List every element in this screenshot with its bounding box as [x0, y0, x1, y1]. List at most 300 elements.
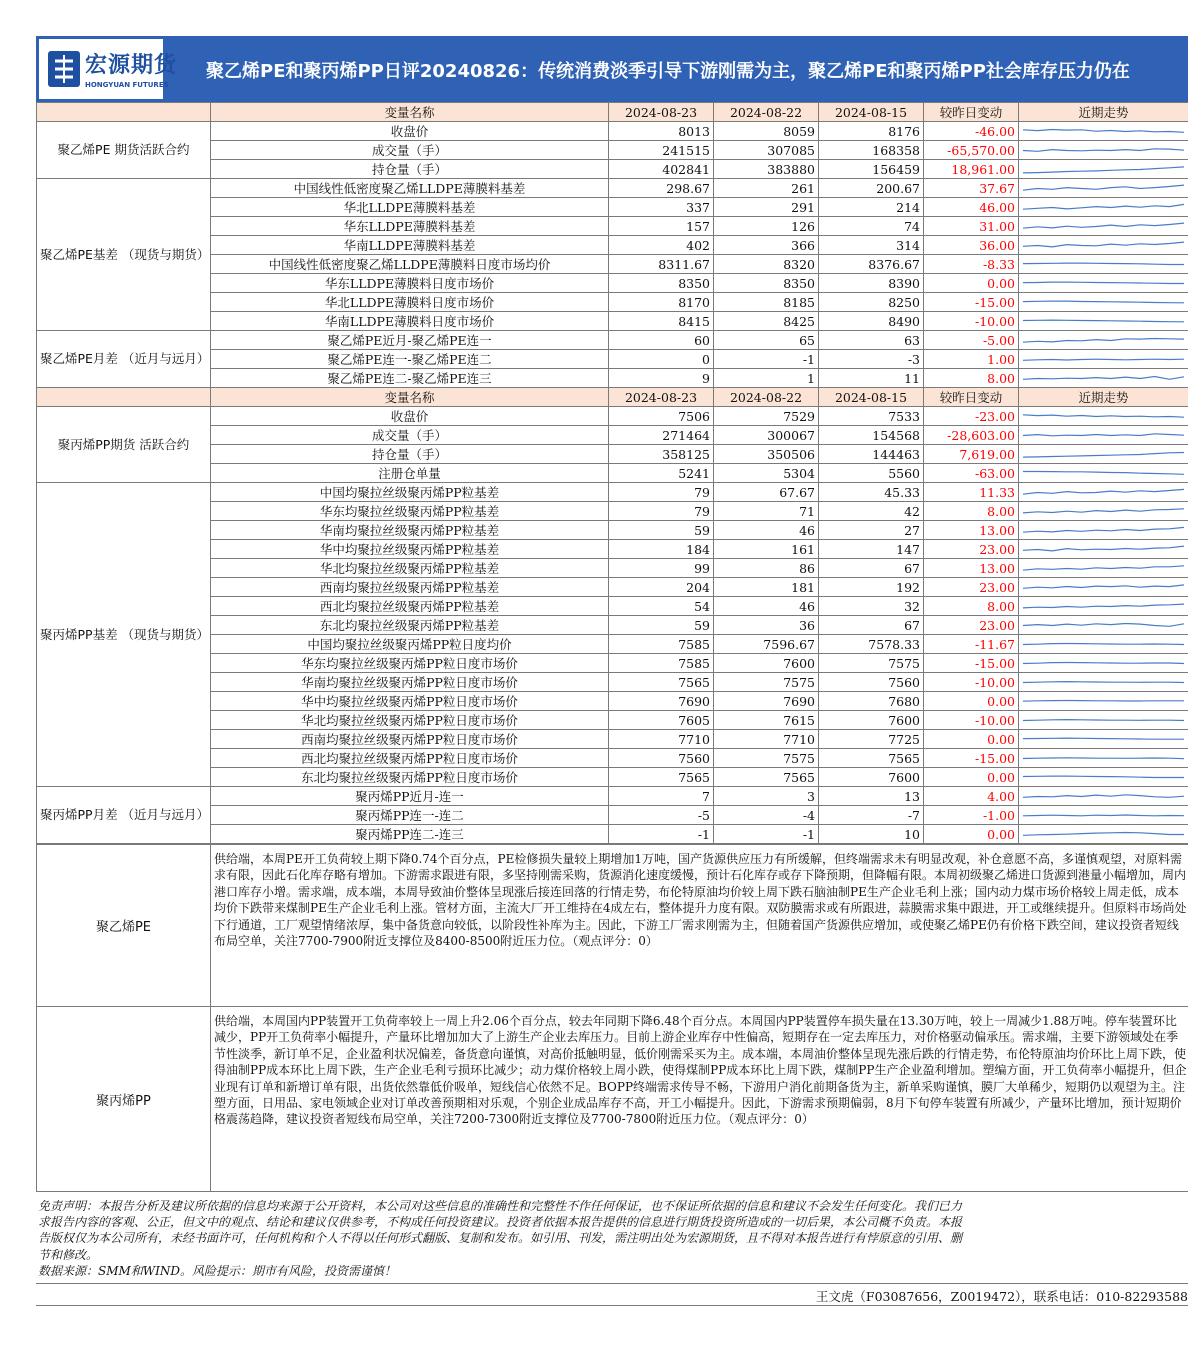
- value-2024-08-22: 7596.67: [714, 635, 819, 654]
- sparkline-series: [1023, 489, 1184, 494]
- sparkline-chart: [1019, 427, 1188, 444]
- header-cell: 较昨日变动: [924, 388, 1019, 407]
- value-2024-08-23: 60: [609, 331, 714, 350]
- daily-change: 0.00: [924, 768, 1019, 787]
- variable-name: 华北均聚拉丝级聚丙烯PP粒日度市场价: [211, 711, 609, 730]
- sparkline-series: [1023, 643, 1184, 644]
- table-row: [37, 122, 1188, 141]
- sparkline-cell: [1019, 160, 1188, 179]
- variable-name: 中国均聚拉丝级聚丙烯PP粒基差: [211, 483, 609, 502]
- sparkline-chart: [1019, 275, 1188, 292]
- commentary-label: 聚乙烯PE: [37, 845, 211, 1007]
- sparkline-chart: [1019, 351, 1188, 368]
- sparkline-series: [1023, 794, 1184, 797]
- header-cell: 较昨日变动: [924, 103, 1019, 122]
- value-2024-08-15: 7578.33: [819, 635, 924, 654]
- value-2024-08-23: 337: [609, 198, 714, 217]
- sparkline-cell: [1019, 806, 1188, 825]
- header-row: [37, 388, 1188, 407]
- header-cell: 2024-08-15: [819, 388, 924, 407]
- value-2024-08-22: 46: [714, 521, 819, 540]
- disclaimer-line: 告版权仅为本公司所有，未经书面许可，任何机构和个人不得以任何形式翻版、复制和发布。如引用、刊发，需注明出处为宏源期货，且不得对本报告进行有悖原意的引用、删: [38, 1231, 963, 1246]
- sparkline-series: [1023, 662, 1184, 663]
- group-label: 聚乙烯PE月差 （近月与远月）: [37, 331, 211, 388]
- data-table: [36, 102, 1188, 844]
- daily-change: 0.00: [924, 825, 1019, 844]
- sparkline-chart: [1019, 598, 1188, 615]
- header-cell: 2024-08-23: [609, 388, 714, 407]
- value-2024-08-23: 157: [609, 217, 714, 236]
- value-2024-08-15: 7680: [819, 692, 924, 711]
- disclaimer: [36, 1192, 1188, 1284]
- variable-name: 西南均聚拉丝级聚丙烯PP粒基差: [211, 578, 609, 597]
- header-cell: 2024-08-15: [819, 103, 924, 122]
- header-cell: 变量名称: [211, 103, 609, 122]
- value-2024-08-23: 402: [609, 236, 714, 255]
- sparkline-series: [1023, 565, 1184, 569]
- value-2024-08-15: 314: [819, 236, 924, 255]
- commentary-row-pe: [37, 845, 1188, 1007]
- value-2024-08-23: 7585: [609, 654, 714, 673]
- sparkline-chart: [1019, 541, 1188, 558]
- sparkline-series: [1023, 148, 1184, 151]
- value-2024-08-22: 181: [714, 578, 819, 597]
- daily-change: 1.00: [924, 350, 1019, 369]
- value-2024-08-22: 7565: [714, 768, 819, 787]
- daily-change: 23.00: [924, 616, 1019, 635]
- analyst-contact: 王文虎（F03087656，Z0019472），联系电话：010-82293588: [36, 1284, 1188, 1306]
- variable-name: 华南均聚拉丝级聚丙烯PP粒日度市场价: [211, 673, 609, 692]
- value-2024-08-22: 161: [714, 540, 819, 559]
- daily-change: -11.67: [924, 635, 1019, 654]
- company-logo: [39, 39, 178, 99]
- variable-name: 聚丙烯PP连一-连二: [211, 806, 609, 825]
- value-2024-08-22: 366: [714, 236, 819, 255]
- value-2024-08-15: 10: [819, 825, 924, 844]
- value-2024-08-15: 67: [819, 616, 924, 635]
- sparkline-chart: [1019, 674, 1188, 691]
- sparkline-cell: [1019, 578, 1188, 597]
- value-2024-08-15: 200.67: [819, 179, 924, 198]
- sparkline-chart: [1019, 142, 1188, 159]
- sparkline-series: [1023, 433, 1184, 435]
- value-2024-08-15: 192: [819, 578, 924, 597]
- value-2024-08-23: 7585: [609, 635, 714, 654]
- commentary-text: 供给端，本周PE开工负荷较上期下降0.74个百分点，PE检修损失量较上期增加1万吨，国产货源供应压力有所缓解，但终端需求未有明显改观，补仓意愿不高，多谨慎观望，对原料需求有限，因此石化库存略有增加。下游需求跟进有限，多坚持刚需采购，货源消化速度缓慢，预计石化库存或存下降预期，但降幅有限。本周初级聚乙烯进口货源到港量小幅增加，周内港口库存小增。需求端，成本端，本周导致油价整体呈现涨后接连回落的行情走势，布伦特原油均价较上周下跌石脑油制PE生产企业毛利上涨；国内动力煤市场价格较上周走低，成本均价下跌带来煤制PE生产企业毛利上涨。管材方面，主流大厂开工维持在4成左右，整体提升力度有限。双防膜需求或有所跟进，蒜膜需求集中跟进，开工或继续提升。但原料市场尚处下行通道，工厂观望情绪浓厚，集中备货意向较低，以阶段性补库为主。因此，下游工厂需求刚需为主，但随着国产货源供应增加，或使聚乙烯PE仍有价格下跌空间，建议投资者短线布局空单，关注7700-7900附近支撑位及8400-8500附近压力位。（观点评分：0）: [211, 845, 1188, 1007]
- sparkline-chart: [1019, 712, 1188, 729]
- sparkline-chart: [1019, 465, 1188, 482]
- variable-name: 聚丙烯PP近月-连一: [211, 787, 609, 806]
- daily-change: -8.33: [924, 255, 1019, 274]
- daily-change: -10.00: [924, 673, 1019, 692]
- sparkline-cell: [1019, 521, 1188, 540]
- sparkline-cell: [1019, 122, 1188, 141]
- daily-change: -1.00: [924, 806, 1019, 825]
- sparkline-cell: [1019, 654, 1188, 673]
- sparkline-cell: [1019, 274, 1188, 293]
- sparkline-chart: [1019, 313, 1188, 330]
- variable-name: 华北LLDPE薄膜料基差: [211, 198, 609, 217]
- sparkline-chart: [1019, 807, 1188, 824]
- sparkline-series: [1023, 452, 1184, 457]
- value-2024-08-22: 7575: [714, 749, 819, 768]
- daily-change: -28,603.00: [924, 426, 1019, 445]
- table-row: [37, 179, 1188, 198]
- value-2024-08-15: 27: [819, 521, 924, 540]
- variable-name: 西北均聚拉丝级聚丙烯PP粒日度市场价: [211, 749, 609, 768]
- header-cell-blank: [37, 103, 211, 122]
- variable-name: 华南LLDPE薄膜料基差: [211, 236, 609, 255]
- header-cell: 近期走势: [1019, 388, 1188, 407]
- group-label: 聚丙烯PP基差 （现货与期货）: [37, 483, 211, 787]
- sparkline-series: [1023, 584, 1184, 587]
- value-2024-08-23: 7565: [609, 768, 714, 787]
- daily-change: -63.00: [924, 464, 1019, 483]
- daily-change: -23.00: [924, 407, 1019, 426]
- daily-change: 23.00: [924, 540, 1019, 559]
- sparkline-cell: [1019, 787, 1188, 806]
- value-2024-08-23: -1: [609, 825, 714, 844]
- value-2024-08-23: 8013: [609, 122, 714, 141]
- value-2024-08-23: 402841: [609, 160, 714, 179]
- value-2024-08-23: 358125: [609, 445, 714, 464]
- value-2024-08-15: 74: [819, 217, 924, 236]
- sparkline-chart: [1019, 332, 1188, 349]
- sparkline-series: [1023, 301, 1184, 303]
- value-2024-08-22: -4: [714, 806, 819, 825]
- sparkline-chart: [1019, 180, 1188, 197]
- variable-name: 华东均聚拉丝级聚丙烯PP粒日度市场价: [211, 654, 609, 673]
- sparkline-series: [1023, 623, 1184, 626]
- value-2024-08-22: 86: [714, 559, 819, 578]
- variable-name: 中国线性低密度聚乙烯LLDPE薄膜料基差: [211, 179, 609, 198]
- sparkline-cell: [1019, 141, 1188, 160]
- sparkline-series: [1023, 242, 1184, 247]
- sparkline-cell: [1019, 540, 1188, 559]
- group-label: 聚丙烯PP期货 活跃合约: [37, 407, 211, 483]
- sparkline-chart: [1019, 123, 1188, 140]
- sparkline-chart: [1019, 218, 1188, 235]
- value-2024-08-22: 7600: [714, 654, 819, 673]
- variable-name: 中国均聚拉丝级聚丙烯PP粒日度均价: [211, 635, 609, 654]
- value-2024-08-15: -7: [819, 806, 924, 825]
- value-2024-08-22: 291: [714, 198, 819, 217]
- header-cell-blank: [37, 388, 211, 407]
- value-2024-08-15: 7560: [819, 673, 924, 692]
- sparkline-series: [1023, 185, 1184, 190]
- sparkline-series: [1023, 359, 1184, 360]
- value-2024-08-22: 126: [714, 217, 819, 236]
- value-2024-08-23: 8415: [609, 312, 714, 331]
- value-2024-08-22: 65: [714, 331, 819, 350]
- value-2024-08-23: 54: [609, 597, 714, 616]
- group-label: 聚乙烯PE 期货活跃合约: [37, 122, 211, 179]
- value-2024-08-23: 79: [609, 502, 714, 521]
- value-2024-08-23: 59: [609, 616, 714, 635]
- value-2024-08-15: 13: [819, 787, 924, 806]
- disclaimer-line: 免责声明：本报告分析及建议所依据的信息均来源于公开资料，本公司对这些信息的准确性和完整性不作任何保证，也不保证所依据的信息和建议不会发生任何变化。我们已力: [38, 1199, 963, 1213]
- value-2024-08-15: 7600: [819, 768, 924, 787]
- value-2024-08-23: 79: [609, 483, 714, 502]
- value-2024-08-22: 300067: [714, 426, 819, 445]
- daily-change: 4.00: [924, 787, 1019, 806]
- commentary-text: 供给端，本周国内PP装置开工负荷率较上一周上升2.06个百分点，较去年同期下降6.48个百分点。本周国内PP装置停车损失量在13.30万吨，较上一周减少1.88万吨。停车装置环比减少，PP开工负荷率小幅提升，产量环比增加加大了上游生产企业去库压力。目前上游企业库存中性偏高，短期存在一定去库压力，对价格驱动偏承压。需求端，主要下游领域处在季节性淡季，新订单不足，企业盈利状况偏差，备货意向谨慎，对高价抵触明显，低价刚需采买为主。成本端，本周油价整体呈现先涨后跌的行情走势，布伦特原油均价环比上周下跌，使得油制PP成本环比上周下跌，生产企业毛利亏损环比减少；动力煤价格较上周小跌，使得煤制PP成本环比上周下跌，煤制PP生产企业盈利增加。塑编方面，开工负荷率小幅提升，但企业现有订单和新增订单有限，出货依然靠低价吸单，短线信心依然不足。BOPP终端需求传导不畅，下游用户消化前期备货为主，新单采购谨慎，膜厂大单稀少，短期仍以观望为主。注塑方面，日用品、家电领域企业对订单改善预期相对乐观，个别企业成品库存不高，开工小幅提升。因此，下游需求预期偏弱，8月下旬停车装置有所减少，产量环比增加，预计短期价格震荡趋降，建议投资者短线布局空单，关注7200-7300附近支撑位及7700-7800附近压力位。（观点评分：0）: [211, 1007, 1188, 1192]
- daily-change: -10.00: [924, 312, 1019, 331]
- value-2024-08-15: 156459: [819, 160, 924, 179]
- value-2024-08-23: 7710: [609, 730, 714, 749]
- variable-name: 华东LLDPE薄膜料基差: [211, 217, 609, 236]
- variable-name: 收盘价: [211, 122, 609, 141]
- sparkline-series: [1023, 320, 1184, 322]
- sparkline-cell: [1019, 673, 1188, 692]
- variable-name: 聚乙烯PE连二-聚乙烯PE连三: [211, 369, 609, 388]
- daily-change: -46.00: [924, 122, 1019, 141]
- value-2024-08-22: 36: [714, 616, 819, 635]
- sparkline-cell: [1019, 293, 1188, 312]
- group-label: 聚丙烯PP月差 （近月与远月）: [37, 787, 211, 844]
- variable-name: 成交量（手）: [211, 426, 609, 445]
- daily-change: -5.00: [924, 331, 1019, 350]
- value-2024-08-15: 8376.67: [819, 255, 924, 274]
- sparkline-cell: [1019, 331, 1188, 350]
- sparkline-cell: [1019, 635, 1188, 654]
- sparkline-series: [1023, 282, 1184, 283]
- sparkline-cell: [1019, 464, 1188, 483]
- value-2024-08-15: 7533: [819, 407, 924, 426]
- disclaimer-line: 求报告内容的客观、公正，但文中的观点、结论和建议仅供参考，不构成任何投资建议。投资者依据本报告提供的信息进行期货投资所造成的一切后果，本公司概不负责。本报: [38, 1215, 963, 1230]
- variable-name: 聚乙烯PE近月-聚乙烯PE连一: [211, 331, 609, 350]
- variable-name: 注册仓单量: [211, 464, 609, 483]
- sparkline-chart: [1019, 617, 1188, 634]
- daily-change: 46.00: [924, 198, 1019, 217]
- daily-change: 31.00: [924, 217, 1019, 236]
- value-2024-08-22: 8059: [714, 122, 819, 141]
- header-cell: 变量名称: [211, 388, 609, 407]
- sparkline-cell: [1019, 749, 1188, 768]
- sparkline-chart: [1019, 484, 1188, 501]
- daily-change: 8.00: [924, 502, 1019, 521]
- sparkline-series: [1023, 546, 1184, 551]
- daily-change: 13.00: [924, 521, 1019, 540]
- sparkline-chart: [1019, 503, 1188, 520]
- sparkline-cell: [1019, 198, 1188, 217]
- sparkline-cell: [1019, 559, 1188, 578]
- value-2024-08-23: 7565: [609, 673, 714, 692]
- value-2024-08-15: 7565: [819, 749, 924, 768]
- value-2024-08-23: 8350: [609, 274, 714, 293]
- sparkline-series: [1023, 508, 1184, 512]
- sparkline-chart: [1019, 693, 1188, 710]
- variable-name: 成交量（手）: [211, 141, 609, 160]
- sparkline-series: [1023, 527, 1184, 532]
- sparkline-chart: [1019, 560, 1188, 577]
- value-2024-08-15: 67: [819, 559, 924, 578]
- table-row: [37, 331, 1188, 350]
- sparkline-chart: [1019, 199, 1188, 216]
- sparkline-chart: [1019, 237, 1188, 254]
- sparkline-cell: [1019, 255, 1188, 274]
- daily-change: 13.00: [924, 559, 1019, 578]
- value-2024-08-15: 168358: [819, 141, 924, 160]
- value-2024-08-22: 8185: [714, 293, 819, 312]
- sparkline-chart: [1019, 750, 1188, 767]
- commentary-table: [36, 844, 1188, 1192]
- sparkline-cell: [1019, 711, 1188, 730]
- sparkline-chart: [1019, 769, 1188, 786]
- sparkline-chart: [1019, 370, 1188, 387]
- sparkline-cell: [1019, 692, 1188, 711]
- value-2024-08-22: 7575: [714, 673, 819, 692]
- sparkline-chart: [1019, 161, 1188, 178]
- sparkline-series: [1023, 166, 1184, 172]
- value-2024-08-23: -5: [609, 806, 714, 825]
- sparkline-cell: [1019, 369, 1188, 388]
- value-2024-08-15: 8390: [819, 274, 924, 293]
- value-2024-08-22: 7710: [714, 730, 819, 749]
- variable-name: 西南均聚拉丝级聚丙烯PP粒日度市场价: [211, 730, 609, 749]
- header-cell: 2024-08-22: [714, 388, 819, 407]
- value-2024-08-22: 8350: [714, 274, 819, 293]
- daily-change: 8.00: [924, 369, 1019, 388]
- sparkline-series: [1023, 681, 1184, 682]
- value-2024-08-23: 7506: [609, 407, 714, 426]
- value-2024-08-15: 11: [819, 369, 924, 388]
- value-2024-08-22: 46: [714, 597, 819, 616]
- sparkline-cell: [1019, 730, 1188, 749]
- variable-name: 收盘价: [211, 407, 609, 426]
- sparkline-chart: [1019, 636, 1188, 653]
- daily-change: -10.00: [924, 711, 1019, 730]
- commentary-row-pp: [37, 1007, 1188, 1192]
- daily-change: 0.00: [924, 692, 1019, 711]
- value-2024-08-15: 7725: [819, 730, 924, 749]
- sparkline-cell: [1019, 597, 1188, 616]
- sparkline-cell: [1019, 217, 1188, 236]
- variable-name: 聚丙烯PP连二-连三: [211, 825, 609, 844]
- value-2024-08-15: 147: [819, 540, 924, 559]
- variable-name: 华东LLDPE薄膜料日度市场价: [211, 274, 609, 293]
- daily-change: 0.00: [924, 274, 1019, 293]
- sparkline-series: [1023, 738, 1184, 739]
- value-2024-08-23: 99: [609, 559, 714, 578]
- value-2024-08-22: 7529: [714, 407, 819, 426]
- value-2024-08-22: 307085: [714, 141, 819, 160]
- value-2024-08-22: 5304: [714, 464, 819, 483]
- daily-change: -15.00: [924, 293, 1019, 312]
- sparkline-chart: [1019, 788, 1188, 805]
- value-2024-08-23: 7605: [609, 711, 714, 730]
- sparkline-series: [1023, 700, 1184, 701]
- value-2024-08-22: 3: [714, 787, 819, 806]
- value-2024-08-15: 42: [819, 502, 924, 521]
- daily-change: -15.00: [924, 654, 1019, 673]
- sparkline-chart: [1019, 408, 1188, 425]
- sparkline-chart: [1019, 655, 1188, 672]
- sparkline-cell: [1019, 179, 1188, 198]
- value-2024-08-15: 8176: [819, 122, 924, 141]
- value-2024-08-23: 271464: [609, 426, 714, 445]
- value-2024-08-22: 8425: [714, 312, 819, 331]
- daily-change: 7,619.00: [924, 445, 1019, 464]
- table-row: [37, 787, 1188, 806]
- commentary-label: 聚丙烯PP: [37, 1007, 211, 1192]
- table-row: [37, 483, 1188, 502]
- sparkline-cell: [1019, 445, 1188, 464]
- value-2024-08-23: 7690: [609, 692, 714, 711]
- variable-name: 东北均聚拉丝级聚丙烯PP粒基差: [211, 616, 609, 635]
- value-2024-08-15: 214: [819, 198, 924, 217]
- value-2024-08-22: 7615: [714, 711, 819, 730]
- daily-change: -15.00: [924, 749, 1019, 768]
- daily-change: 36.00: [924, 236, 1019, 255]
- sparkline-series: [1023, 414, 1184, 416]
- sparkline-cell: [1019, 768, 1188, 787]
- header-row: [37, 103, 1188, 122]
- value-2024-08-23: 9: [609, 369, 714, 388]
- sparkline-cell: [1019, 407, 1188, 426]
- sparkline-series: [1023, 204, 1184, 209]
- value-2024-08-22: -1: [714, 825, 819, 844]
- value-2024-08-15: 8250: [819, 293, 924, 312]
- variable-name: 华北均聚拉丝级聚丙烯PP粒基差: [211, 559, 609, 578]
- header-cell: 2024-08-23: [609, 103, 714, 122]
- sparkline-chart: [1019, 522, 1188, 539]
- variable-name: 华东均聚拉丝级聚丙烯PP粒基差: [211, 502, 609, 521]
- variable-name: 华南LLDPE薄膜料日度市场价: [211, 312, 609, 331]
- value-2024-08-22: 8320: [714, 255, 819, 274]
- value-2024-08-15: 144463: [819, 445, 924, 464]
- value-2024-08-15: 7575: [819, 654, 924, 673]
- daily-change: 23.00: [924, 578, 1019, 597]
- value-2024-08-22: 71: [714, 502, 819, 521]
- value-2024-08-15: 7600: [819, 711, 924, 730]
- value-2024-08-22: 7690: [714, 692, 819, 711]
- variable-name: 华北LLDPE薄膜料日度市场价: [211, 293, 609, 312]
- sparkline-cell: [1019, 616, 1188, 635]
- variable-name: 持仓量（手）: [211, 160, 609, 179]
- sparkline-series: [1023, 832, 1184, 835]
- sparkline-chart: [1019, 731, 1188, 748]
- value-2024-08-15: -3: [819, 350, 924, 369]
- sparkline-series: [1023, 471, 1184, 474]
- report-title: 聚乙烯PE和聚丙烯PP日评20240826：传统消费淡季引导下游刚需为主，聚乙烯PE和聚丙烯PP社会库存压力仍在: [206, 61, 1130, 82]
- daily-change: 11.33: [924, 483, 1019, 502]
- daily-change: -65,570.00: [924, 141, 1019, 160]
- value-2024-08-15: 32: [819, 597, 924, 616]
- value-2024-08-23: 298.67: [609, 179, 714, 198]
- header-cell: 2024-08-22: [714, 103, 819, 122]
- sparkline-cell: [1019, 350, 1188, 369]
- value-2024-08-15: 45.33: [819, 483, 924, 502]
- report-banner: [36, 36, 1188, 102]
- value-2024-08-23: 241515: [609, 141, 714, 160]
- value-2024-08-23: 7560: [609, 749, 714, 768]
- value-2024-08-23: 184: [609, 540, 714, 559]
- value-2024-08-15: 154568: [819, 426, 924, 445]
- sparkline-chart: [1019, 256, 1188, 273]
- daily-change: 8.00: [924, 597, 1019, 616]
- value-2024-08-22: -1: [714, 350, 819, 369]
- daily-change: 0.00: [924, 730, 1019, 749]
- value-2024-08-15: 8490: [819, 312, 924, 331]
- sparkline-series: [1023, 776, 1184, 777]
- header-cell: 近期走势: [1019, 103, 1188, 122]
- report-sheet: [36, 36, 1188, 1306]
- value-2024-08-23: 8311.67: [609, 255, 714, 274]
- sparkline-chart: [1019, 446, 1188, 463]
- value-2024-08-23: 59: [609, 521, 714, 540]
- sparkline-chart: [1019, 579, 1188, 596]
